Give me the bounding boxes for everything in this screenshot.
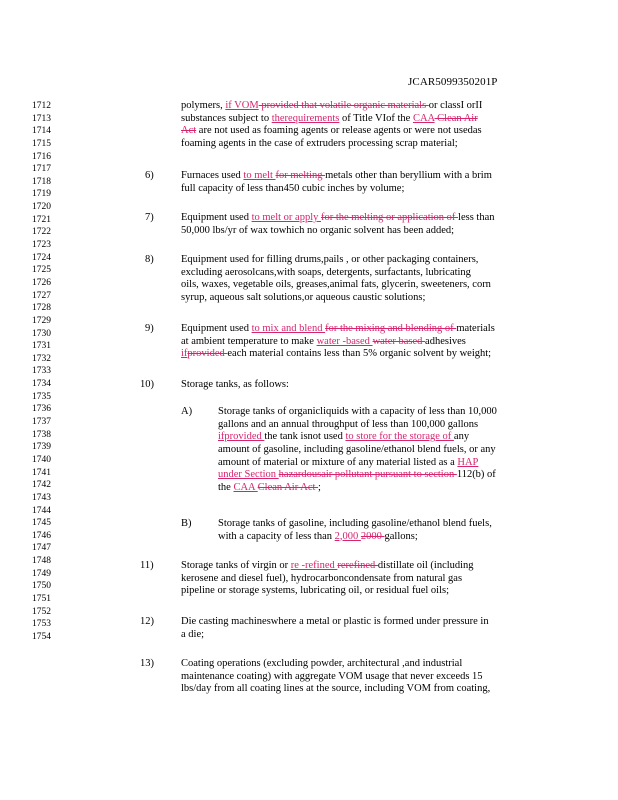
item-10a-text [218, 406, 497, 494]
item-9-label: 9) [145, 323, 154, 334]
line-number: 1728 [32, 303, 51, 314]
line-number: 1719 [32, 189, 51, 200]
body-text: excluding aerosolcans,with soaps, detergents, surfactants, lubricating [181, 266, 471, 278]
text-line [181, 348, 495, 361]
body-text: amount of gasoline, including gasoline/ethanol blend fuels, or any [218, 443, 496, 455]
body-text: Coating operations (excluding powder, architectural ,and industrial [181, 658, 463, 669]
text-line [181, 585, 474, 598]
item-7-text [181, 212, 494, 237]
line-number: 1750 [32, 581, 51, 592]
line-number: 1744 [32, 505, 51, 516]
text-line [218, 531, 492, 544]
inserted-text: therequirements [271, 112, 340, 124]
body-text: pipeline or storage systems, lubricating oil, or residual fuel oils; [181, 585, 449, 597]
body-text: Equipment used for filling drums,pails , or other packaging containers, [181, 254, 479, 265]
line-number: 1746 [32, 530, 51, 541]
text-line [181, 292, 491, 305]
text-line [181, 560, 474, 573]
body-text: or classI orII [428, 100, 483, 111]
body-text: kerosene and diesel fuel), hydrocarboncondensate from natural gas [181, 572, 463, 584]
inserted-text: CAA [233, 481, 258, 493]
body-text: maintenance coating) with aggregate VOM usage that never exceeds 15 [181, 670, 483, 682]
line-number: 1713 [32, 113, 51, 124]
text-line [218, 469, 497, 482]
body-text: materials [456, 323, 495, 334]
body-text: metals other than beryllium with a brim [325, 170, 492, 181]
line-number: 1743 [32, 492, 51, 503]
line-number: 1742 [32, 480, 51, 491]
text-line [181, 629, 489, 642]
text-line [218, 431, 497, 444]
body-text: gallons; [384, 530, 418, 542]
line-number: 1731 [32, 341, 51, 352]
inserted-text: 2,000 [334, 530, 361, 542]
line-number: 1735 [32, 391, 51, 402]
line-number: 1729 [32, 315, 51, 326]
text-line [181, 113, 482, 126]
inserted-text: to melt or apply [251, 212, 321, 223]
continuation-text [181, 100, 482, 151]
item-10-label: 10) [140, 379, 154, 390]
line-number: 1733 [32, 366, 51, 377]
text-line [181, 225, 494, 238]
body-text: Storage tanks, as follows: [181, 379, 289, 390]
text-line [181, 616, 489, 629]
body-text: 50,000 lbs/yr of wax towhich no organic solvent has been added; [181, 224, 455, 236]
line-number: 1753 [32, 619, 51, 630]
inserted-text: under Section [218, 469, 279, 481]
line-number: 1751 [32, 593, 51, 604]
body-text: any [453, 431, 470, 443]
inserted-text: HAP [457, 456, 479, 468]
deleted-text: Clean Air [434, 112, 478, 124]
line-number: 1726 [32, 277, 51, 288]
deleted-text: provided [187, 348, 228, 360]
body-text: the tank isnot used [264, 431, 346, 443]
item-6-label: 6) [145, 170, 154, 181]
text-line [218, 482, 497, 495]
body-text: Storage tanks of virgin or [181, 560, 291, 571]
body-text: gallons and an annual throughput of less than 100,000 gallons [218, 418, 479, 430]
body-text: oils, waxes, vegetable oils, greases,animal fats, glycerin, sweeteners, corn [181, 279, 491, 291]
item-9-text [181, 323, 495, 361]
text-line [218, 419, 497, 432]
text-line [181, 658, 490, 671]
text-line [181, 671, 490, 684]
inserted-text: to melt [243, 170, 276, 181]
line-number: 1737 [32, 417, 51, 428]
line-number: 1727 [32, 290, 51, 301]
line-number: 1740 [32, 454, 51, 465]
text-line [181, 183, 492, 196]
line-number: 1734 [32, 379, 51, 390]
text-line [218, 457, 497, 470]
body-text: each material contains less than 5% organic solvent by weight; [227, 348, 492, 360]
line-number: 1748 [32, 556, 51, 567]
inserted-text: if VOM [225, 100, 259, 111]
line-number: 1722 [32, 227, 51, 238]
body-text: polymers, [181, 100, 226, 111]
inserted-text: to store for the storage of [345, 431, 454, 443]
text-line [181, 323, 495, 336]
body-text: ; [318, 481, 321, 493]
deleted-text: Clean Air Act [257, 481, 319, 493]
line-number: 1724 [32, 252, 51, 263]
deleted-text: for the mixing and blending of [325, 323, 457, 334]
body-text: foaming agents in the case of extruders processing scrap material; [181, 137, 458, 149]
document-id: JCAR5099350201P [408, 76, 498, 88]
text-line [181, 267, 491, 280]
body-text: Equipment used [181, 323, 252, 334]
item-8-text [181, 254, 491, 305]
line-number: 1715 [32, 138, 51, 149]
body-text: at ambient temperature to make [181, 335, 317, 347]
text-line [181, 573, 474, 586]
deleted-text: Act [181, 125, 197, 137]
body-text: are not used as foaming agents or release agents or were not usedas [196, 125, 482, 137]
body-text: Storage tanks of gasoline, including gasoline/ethanol blend fuels, [218, 518, 492, 529]
body-text: Furnaces used [181, 170, 244, 181]
inserted-text: ifprovided [218, 431, 265, 443]
text-line [181, 683, 490, 696]
line-number: 1747 [32, 543, 51, 554]
text-line [181, 279, 491, 292]
text-line [181, 212, 494, 225]
line-number: 1712 [32, 101, 51, 111]
inserted-text: CAA [412, 112, 435, 124]
text-line [181, 170, 492, 183]
text-line [218, 444, 497, 457]
item-8-label: 8) [145, 254, 154, 265]
item-13-label: 13) [140, 658, 154, 669]
inserted-text: if [181, 348, 188, 360]
body-text: the [218, 481, 234, 493]
deleted-text: for the melting or application of [320, 212, 459, 223]
line-number: 1752 [32, 606, 51, 617]
text-line [181, 125, 482, 138]
item-10a-label: A) [181, 406, 193, 417]
body-text: less than [458, 212, 495, 223]
item-11-label: 11) [140, 560, 154, 571]
line-number: 1725 [32, 265, 51, 276]
line-number: 1741 [32, 467, 51, 478]
body-text: adhesives [425, 335, 466, 347]
deleted-text: water based [372, 335, 426, 347]
line-number: 1730 [32, 328, 51, 339]
body-text: Die casting machineswhere a metal or plastic is formed under pressure in [181, 616, 489, 627]
line-number: 1736 [32, 404, 51, 415]
line-number: 1745 [32, 518, 51, 529]
line-number: 1717 [32, 164, 51, 175]
body-text: of Title VIof the [339, 112, 413, 124]
deleted-text: hazardousair pollutant pursuant to section [278, 469, 457, 481]
line-number: 1718 [32, 176, 51, 187]
text-line [181, 379, 289, 392]
line-number: 1754 [32, 631, 51, 642]
line-number: 1721 [32, 214, 51, 225]
text-line [181, 254, 491, 267]
item-6-text [181, 170, 492, 195]
line-number: 1714 [32, 126, 51, 137]
body-text: substances subject to [181, 112, 272, 124]
body-text: full capacity of less than450 cubic inches by volume; [181, 182, 405, 194]
text-line [181, 100, 482, 113]
text-line [181, 138, 482, 151]
body-text: with a capacity of less than [218, 530, 335, 542]
item-7-label: 7) [145, 212, 154, 223]
line-number: 1720 [32, 202, 51, 213]
text-line [218, 518, 492, 531]
body-text: syrup, aqueous salt solutions,or aqueous caustic solutions; [181, 291, 426, 303]
line-number-column [32, 100, 72, 644]
deleted-text: rerefined [337, 560, 378, 571]
item-10-text [181, 379, 289, 392]
body-text: distillate oil (including [377, 560, 474, 571]
body-text: Storage tanks of organicliquids with a capacity of less than 10,000 [218, 406, 497, 417]
text-line [218, 406, 497, 419]
inserted-text: water -based [316, 335, 373, 347]
item-13-text [181, 658, 490, 696]
deleted-text: 2000 [360, 530, 385, 542]
line-number: 1732 [32, 353, 51, 364]
line-number: 1723 [32, 240, 51, 251]
text-line [181, 336, 495, 349]
body-text: Equipment used [181, 212, 252, 223]
body-text: lbs/day from all coating lines at the source, including VOM from coating, [181, 683, 491, 695]
line-number: 1749 [32, 568, 51, 579]
line-number: 1738 [32, 429, 51, 440]
item-11-text [181, 560, 474, 598]
inserted-text: to mix and blend [251, 323, 326, 334]
item-12-label: 12) [140, 616, 154, 627]
deleted-text: for melting [275, 170, 326, 181]
line-number: 1716 [32, 151, 51, 162]
item-10b-text [218, 518, 492, 543]
body-text: a die; [181, 628, 205, 640]
deleted-text: provided that volatile organic materials [258, 100, 429, 111]
item-12-text [181, 616, 489, 641]
line-number: 1739 [32, 442, 51, 453]
body-text: 112(b) of [456, 469, 496, 481]
item-10b-label: B) [181, 518, 192, 529]
body-text: amount of material or mixture of any material listed as a [218, 456, 458, 468]
inserted-text: re -refined [290, 560, 338, 571]
